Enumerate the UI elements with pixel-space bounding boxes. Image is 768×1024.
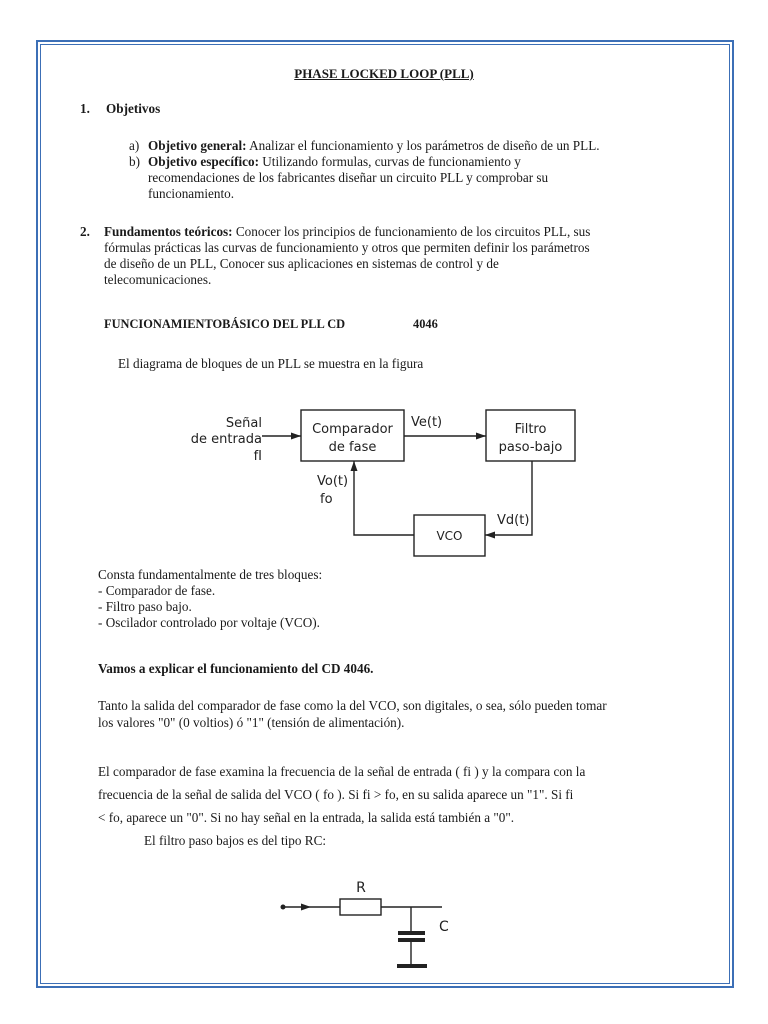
subheading-basic-operation: FUNCIONAMIENTOBÁSICO DEL PLL CD	[104, 317, 346, 331]
objective-a: Objetivo general: Analizar el funcionamiento y los parámetros de diseño de un PLL.	[148, 138, 600, 153]
explain-heading: Vamos a explicar el funcionamiento del CD 4046.	[98, 661, 374, 676]
rc-input-arrow	[301, 904, 311, 911]
filter-label-2: paso-bajo	[498, 440, 563, 455]
block-item: - Filtro paso bajo.	[98, 599, 192, 614]
capacitor-plate-top	[398, 931, 425, 935]
section-2-line-1: Fundamentos teóricos: Conocer los principios de funcionamiento de los circuitos PLL, sus	[104, 224, 591, 239]
input-signal-label-1: Señal	[225, 416, 262, 431]
input-signal-label-3: fI	[253, 449, 262, 464]
capacitor-plate-bottom	[398, 938, 425, 942]
objective-b-line-3: funcionamiento.	[148, 186, 235, 201]
block-item: - Oscilador controlado por voltaje (VCO).	[98, 615, 320, 630]
subheading-chip-number: 4046	[413, 317, 438, 331]
input-signal-label-2: de entrada	[190, 432, 262, 447]
paragraph-1-line-1: Tanto la salida del comparador de fase como la del VCO, son digitales, o sea, sólo pueden tomar	[98, 698, 607, 713]
objective-b-line-1: Objetivo específico: Utilizando formulas, curvas de funcionamiento y	[148, 154, 521, 169]
capacitor-label: C	[439, 919, 449, 935]
blocks-intro: Consta fundamentalmente de tres bloques:	[98, 567, 323, 582]
filter-sentence: El filtro paso bajos es del tipo RC:	[144, 833, 327, 848]
vd-label: Vd(t)	[497, 513, 530, 528]
vo-label: Vo(t)	[317, 474, 349, 489]
document-title: PHASE LOCKED LOOP (PLL)	[294, 66, 474, 81]
section-1-number: 1.	[80, 101, 90, 116]
vco-label: VCO	[436, 529, 463, 543]
section-2-number: 2.	[80, 224, 90, 239]
paragraph-2-line-1: El comparador de fase examina la frecuencia de la señal de entrada ( fi ) y la compara con la	[98, 764, 586, 779]
fo-label: fo	[320, 492, 333, 507]
section-2-line-4: telecomunicaciones.	[104, 272, 212, 287]
objective-b-line-2: recomendaciones de los fabricantes diseñar un circuito PLL y comprobar su	[148, 170, 549, 185]
objective-a-marker: a)	[129, 138, 140, 153]
section-1-heading: Objetivos	[106, 101, 161, 116]
paragraph-1-line-2: los valores "0" (0 voltios) ó "1" (tensión de alimentación).	[98, 715, 405, 730]
resistor	[340, 899, 381, 915]
comparator-label-1: Comparador	[312, 422, 393, 437]
paragraph-2-line-2: frecuencia de la señal de salida del VCO ( fo ). Si fi > fo, en su salida aparece un "1". Si fi	[98, 787, 574, 802]
objective-b-marker: b)	[129, 154, 140, 169]
paragraph-2-line-3: < fo, aparece un "0". Si no hay señal en la entrada, la salida está también a "0".	[98, 810, 515, 825]
resistor-label: R	[356, 880, 366, 896]
section-2-line-2: fórmulas prácticas las curvas de funcionamiento y otros que permiten definir los parámetros	[104, 240, 590, 255]
comparator-label-2: de fase	[328, 440, 377, 455]
ve-label: Ve(t)	[411, 415, 443, 430]
ground-bar	[397, 964, 427, 968]
diagram-intro: El diagrama de bloques de un PLL se muestra en la figura	[118, 356, 424, 371]
filter-label-1: Filtro	[514, 422, 547, 437]
block-item: - Comparador de fase.	[98, 583, 216, 598]
section-2-line-3: de diseño de un PLL, Conocer sus aplicaciones en sistemas de control y de	[104, 256, 499, 271]
input-node	[281, 905, 286, 910]
